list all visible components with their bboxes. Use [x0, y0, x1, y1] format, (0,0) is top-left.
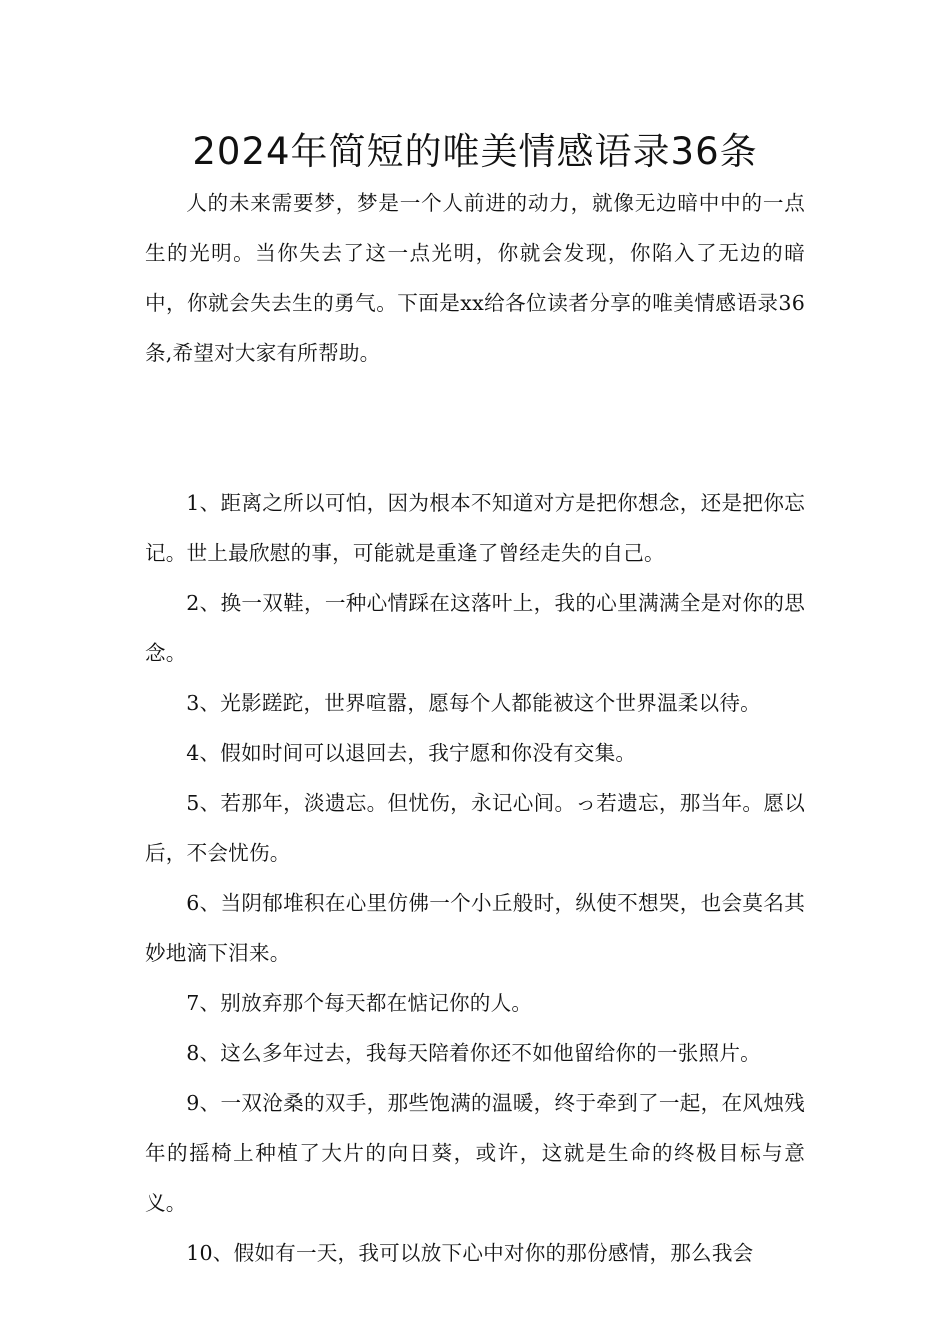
quote-item-4: 4、假如时间可以退回去，我宁愿和你没有交集。 — [186, 741, 637, 765]
intro-paragraph: 人的未来需要梦，梦是一个人前进的动力，就像无边暗中中的一点生的光明。当你失去了这一点光明，你就会发现，你陷入了无边的暗中，你就会失去生的勇气。下面是xx给各位读者分享的唯美情感语录36条,希望对大家有所帮助。 — [145, 191, 805, 365]
quote-item-7: 7、别放弃那个每天都在惦记你的人。 — [186, 991, 533, 1015]
document-body — [145, 178, 805, 1278]
quote-item-3: 3、光影蹉跎，世界喧嚣，愿每个人都能被这个世界温柔以待。 — [186, 691, 761, 715]
document-title: 2024年简短的唯美情感语录36条 — [192, 130, 758, 173]
quote-item-6: 6、当阴郁堆积在心里仿佛一个小丘般时，纵使不想哭，也会莫名其妙地滴下泪来。 — [145, 891, 805, 965]
quote-item-8: 8、这么多年过去，我每天陪着你还不如他留给你的一张照片。 — [186, 1041, 761, 1065]
quote-item-1: 1、距离之所以可怕，因为根本不知道对方是把你想念，还是把你忘记。世上最欣慰的事，可能就是重逢了曾经走失的自己。 — [145, 491, 805, 565]
quote-item-5: 5、若那年，淡遗忘。但忧伤，永记心间。っ若遗忘，那当年。愿以后，不会忧伤。 — [145, 791, 805, 865]
quote-item-2: 2、换一双鞋，一种心情踩在这落叶上，我的心里满满全是对你的思念。 — [145, 591, 805, 665]
quote-item-10: 10、假如有一天，我可以放下心中对你的那份感情，那么我会 — [186, 1241, 754, 1265]
quote-item-9: 9、一双沧桑的双手，那些饱满的温暖，终于牵到了一起，在风烛残年的摇椅上种植了大片的向日葵，或许，这就是生命的终极目标与意义。 — [145, 1091, 805, 1215]
